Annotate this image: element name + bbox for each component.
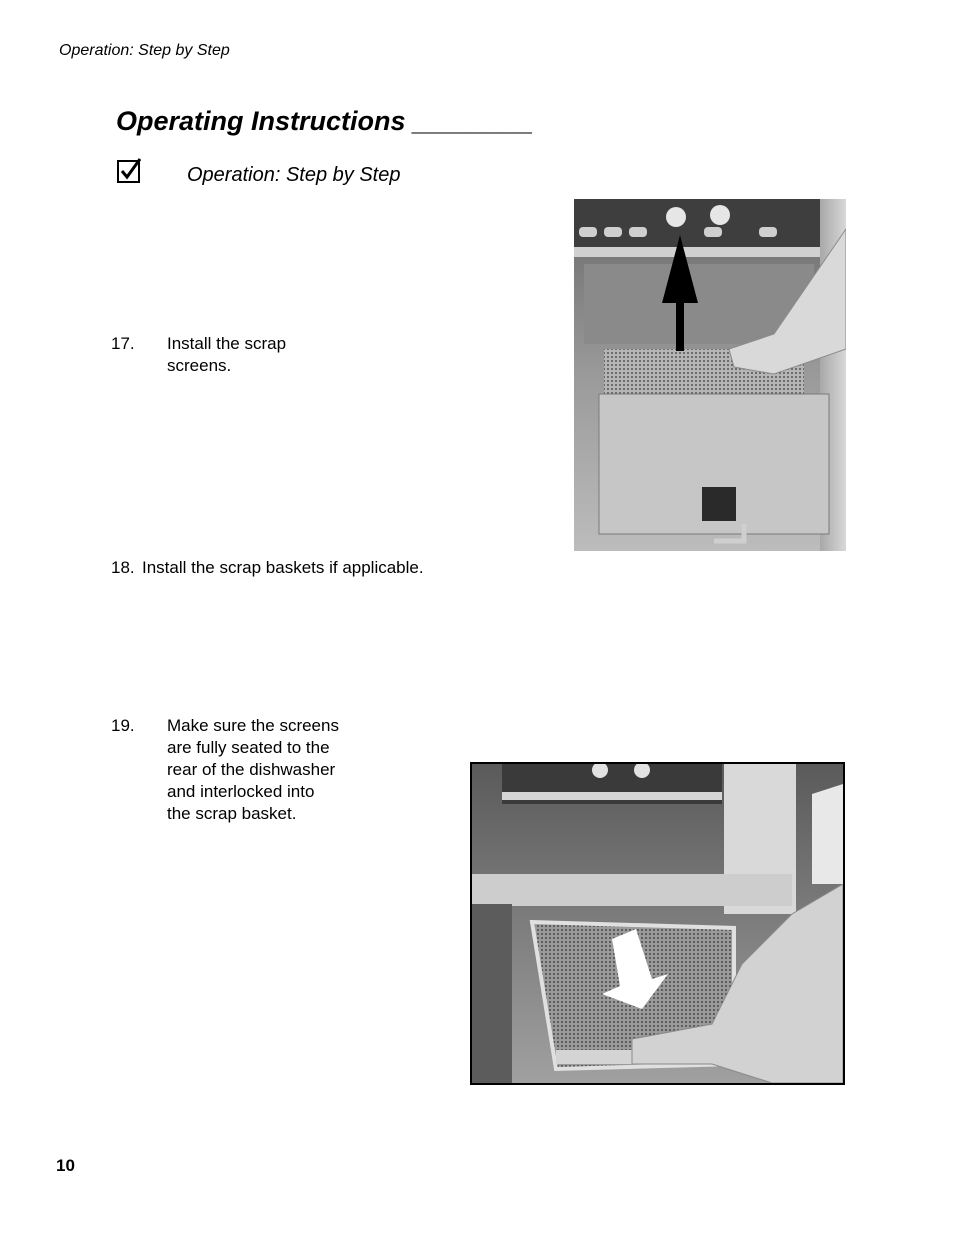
step-17-text: Install the scrap screens. — [167, 334, 287, 375]
step-17-number: 17. — [111, 334, 135, 353]
screen-seating-photo — [470, 762, 845, 1085]
section-title: Operating Instructions ________ — [116, 106, 534, 136]
step-18-number: 18. — [111, 558, 135, 577]
running-header: Operation: Step by Step — [59, 42, 230, 59]
step-18-text: Install the scrap baskets if applicable. — [142, 558, 424, 577]
scrap-screen-photo — [574, 199, 846, 551]
section-subtitle: Operation: Step by Step — [187, 164, 401, 186]
page-number: 10 — [56, 1156, 75, 1175]
step-19-number: 19. — [111, 716, 135, 735]
checked-box-icon — [117, 158, 142, 183]
step-19-text: Make sure the screens are fully seated to the rear of the dishwasher and interlocked into the scrap basket. — [167, 716, 339, 823]
